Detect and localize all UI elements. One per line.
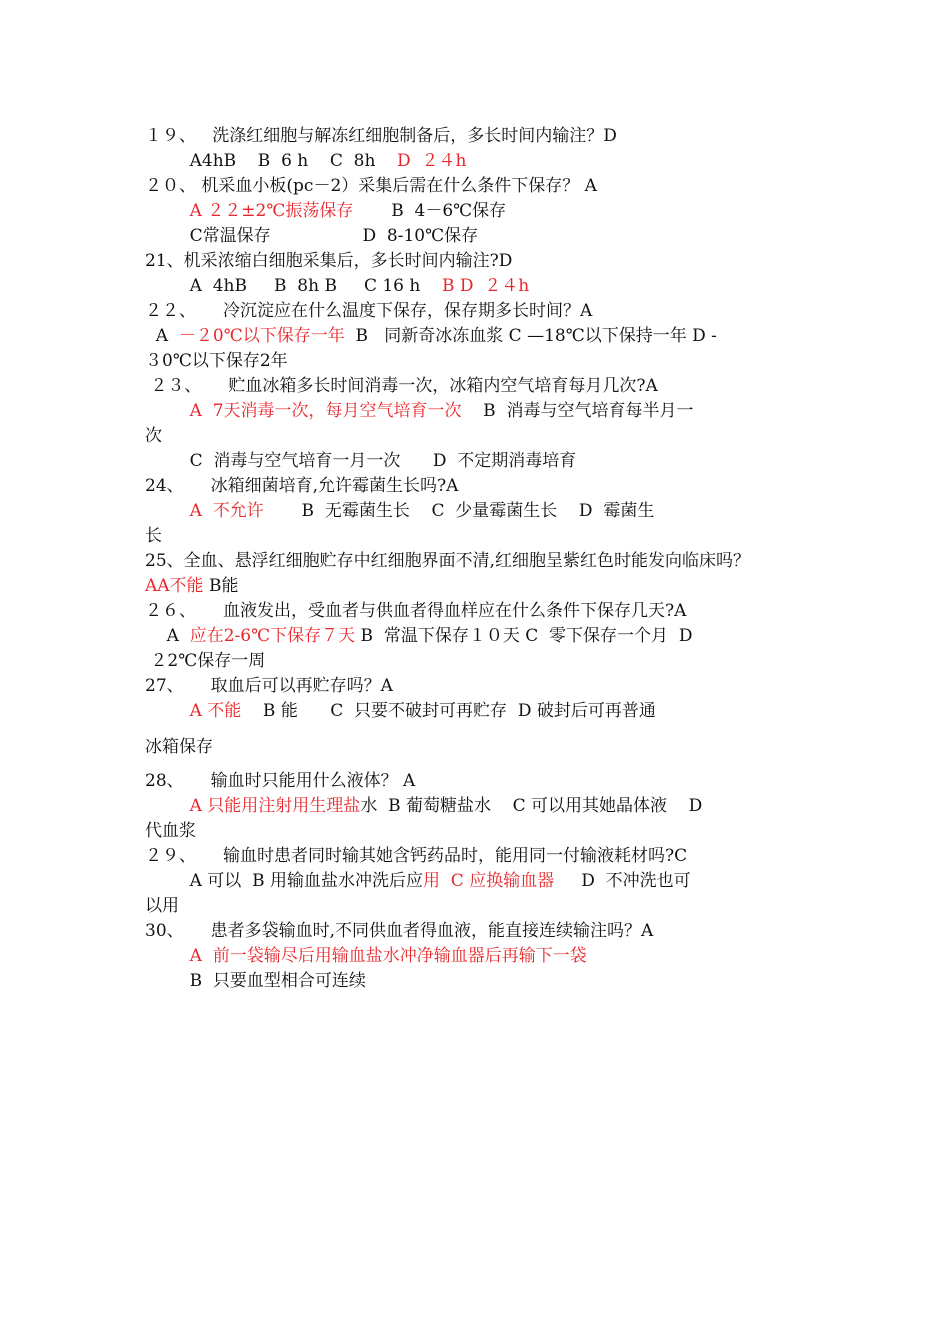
options-29-cont: 以用 <box>145 896 179 916</box>
options-28-cont: 代血浆 <box>145 821 196 841</box>
question-20: ２０、 机采血小板(pc－2）采集后需在什么条件下保存？ A <box>145 176 597 196</box>
options-24: A 不允许 B 无霉菌生长 C 少量霉菌生长 D 霉菌生 <box>189 501 655 521</box>
question-30: 30、 患者多袋输血时,不同供血者得血液，能直接连续输注吗？A <box>145 921 654 941</box>
question-21: 21、机采浓缩白细胞采集后，多长时间内输注?D <box>145 251 513 271</box>
options-26-cont: ２2℃保存一周 <box>145 651 266 671</box>
options-30-b: B 只要血型相合可连续 <box>168 971 366 991</box>
question-24: 24、 冰箱细菌培育,允许霉菌生长吗?A <box>145 476 459 496</box>
options-26: A 应在2-6℃下保存７天 B 常温下保存１０天 C 零下保存一个月 D <box>145 626 693 646</box>
question-27: 27、 取血后可以再贮存吗？A <box>145 676 393 696</box>
options-27: A 不能 B 能 C 只要不破封可再贮存 D 破封后可再普通 <box>189 701 656 721</box>
question-25: 25、全血、悬浮红细胞贮存中红细胞界面不清,红细胞呈紫红色时能发向临床吗？ <box>145 551 751 571</box>
question-19: １９、 洗涤红细胞与解冻红细胞制备后，多长时间内输注？D <box>145 126 617 146</box>
question-29: ２９、 输血时患者同时输其她含钙药品时，能用同一付输液耗材吗?C <box>145 846 688 866</box>
question-28: 28、 输血时只能用什么液体？ A <box>145 771 416 791</box>
options-25: AA不能 B能 <box>145 576 239 596</box>
options-24-cont: 长 <box>145 526 162 546</box>
options-29: A 可以 B 用输血盐水冲洗后应用 C 应换输血器 D 不冲洗也可 <box>168 871 691 891</box>
options-22: A －２0℃以下保存一年 B 同新奇冰冻血浆 C —18℃以下保持一年 D - <box>145 326 717 346</box>
options-21: A 4hB B 8h B C 16 h B D ２４h <box>168 276 530 296</box>
options-23: A 7天消毒一次，每月空气培育一次 B 消毒与空气培育每半月一 <box>189 401 694 421</box>
options-23-cd: C 消毒与空气培育一月一次 D 不定期消毒培育 <box>168 451 577 471</box>
options-20-a: A ２２±2℃振荡保存 B 4－6℃保存 <box>189 201 507 221</box>
options-28: A 只能用注射用生理盐水 B 葡萄糖盐水 C 可以用其她晶体液 D <box>189 796 703 816</box>
options-30-a: A 前一袋输尽后用输血盐水冲净输血器后再输下一袋 <box>189 946 587 966</box>
options-19: A4hB B 6 h C 8h D ２４h <box>168 151 467 171</box>
options-23-cont: 次 <box>145 426 162 446</box>
question-22: ２２、 冷沉淀应在什么温度下保存，保存期多长时间？A <box>145 301 593 321</box>
question-23: ２３、 贮血冰箱多长时间消毒一次，冰箱内空气培育每月几次?A <box>145 376 658 396</box>
options-22-cont: ３0℃以下保存2年 <box>145 351 288 371</box>
question-26: ２６、 血液发出，受血者与供血者得血样应在什么条件下保存几天?A <box>145 601 687 621</box>
options-20-c: C常温保存 D 8-10℃保存 <box>168 226 479 246</box>
options-27-cont: 冰箱保存 <box>145 737 213 757</box>
